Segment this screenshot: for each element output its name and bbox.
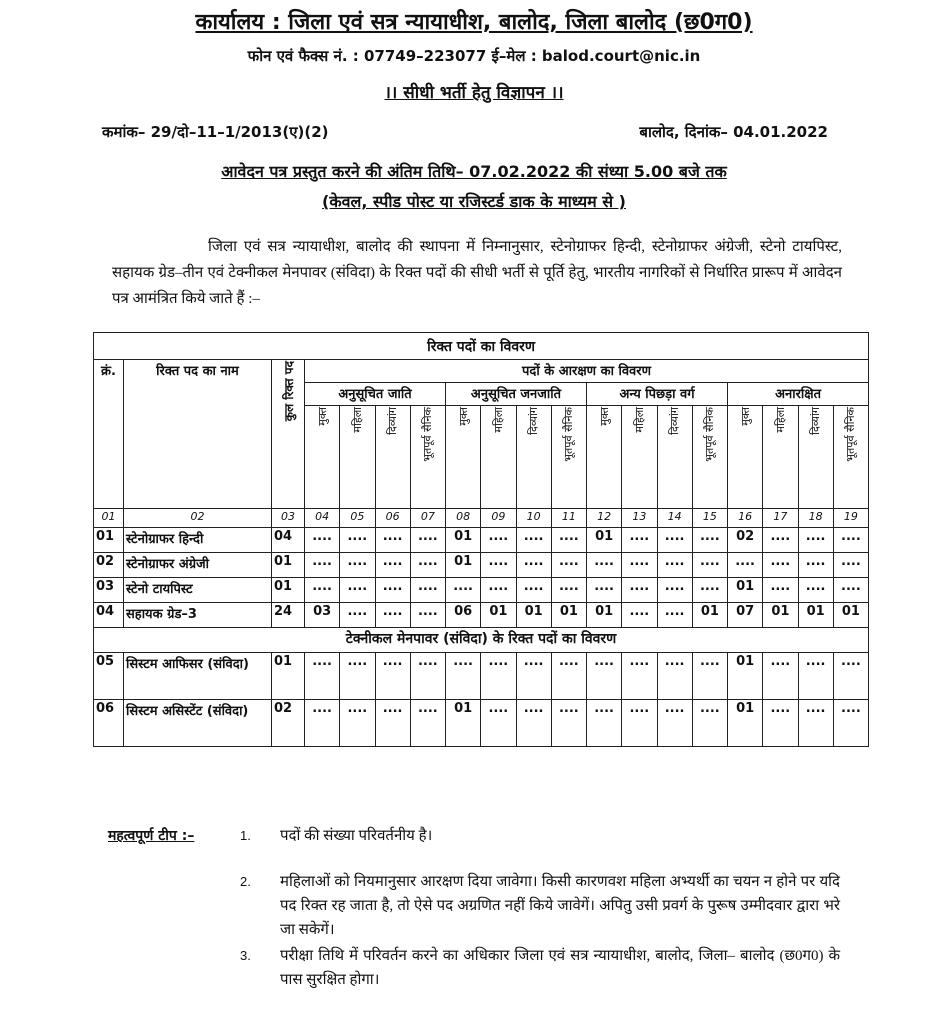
- issue-date: बालोद, दिनांक– 04.01.2022: [639, 123, 828, 141]
- row-cell: ....: [551, 700, 586, 747]
- sub-column-header: [833, 406, 868, 509]
- reservation-group-header: अन्य पिछड़ा वर्ग: [587, 383, 728, 406]
- row-cell: ....: [692, 528, 727, 553]
- row-cell: ....: [340, 653, 375, 700]
- row-cell: 01: [728, 578, 763, 603]
- row-sno: 03: [94, 578, 124, 603]
- row-cell: ....: [446, 653, 481, 700]
- sub-column-label: मुक्त: [456, 407, 470, 426]
- row-cell: 07: [728, 603, 763, 628]
- table-row: [94, 603, 869, 628]
- row-cell: 01: [446, 528, 481, 553]
- column-number: 08: [446, 509, 481, 528]
- row-cell: 02: [728, 528, 763, 553]
- row-cell: ....: [692, 700, 727, 747]
- row-cell: 01: [798, 603, 833, 628]
- column-number: 15: [692, 509, 727, 528]
- sub-column-label: मुक्त: [315, 407, 329, 426]
- sub-column-label: दिव्यांग: [386, 407, 400, 435]
- submission-mode: (केवल, स्पीड पोस्ट या रजिस्टर्ड डाक के माध्यम से ): [322, 192, 626, 211]
- row-post-name: सिस्टम आफिसर (संविदा): [124, 653, 272, 700]
- sub-column-header: [446, 406, 481, 509]
- row-post-name: स्टेनोग्राफर हिन्दी: [124, 528, 272, 553]
- row-cell: ....: [657, 653, 692, 700]
- row-cell: ....: [305, 528, 340, 553]
- row-cell: ....: [516, 528, 551, 553]
- contact-line: फोन एवं फैक्स नं. : 07749–223077 ई–मेल : balod.court@nic.in: [247, 47, 701, 65]
- row-sno: 04: [94, 603, 124, 628]
- row-cell: ....: [305, 700, 340, 747]
- row-post-name: स्टेनोग्राफर अंग्रेजी: [124, 553, 272, 578]
- ad-title: ।। सीधी भर्ती हेतु विज्ञापन ।।: [384, 83, 564, 103]
- col-name-header: रिक्त पद का नाम: [124, 360, 272, 509]
- note-item: [240, 824, 840, 848]
- sub-column-label: मुक्त: [738, 407, 752, 426]
- row-cell: ....: [763, 553, 798, 578]
- row-cell: ....: [692, 653, 727, 700]
- row-cell: ....: [305, 553, 340, 578]
- row-cell: 01: [516, 603, 551, 628]
- row-cell: ....: [833, 553, 868, 578]
- note-number: 2.: [240, 874, 251, 889]
- row-cell: ....: [516, 653, 551, 700]
- note-text: परीक्षा तिथि में परिवर्तन करने का अधिकार जिला एवं सत्र न्यायाधीश, बालोद, जिला– बालोद (छ0ग0) के पास सुरक्षित होगा।: [280, 948, 840, 988]
- row-cell: ....: [833, 700, 868, 747]
- column-number: 16: [728, 509, 763, 528]
- sub-column-label: भूतपूर्व सैनिक: [844, 407, 858, 462]
- sub-column-header: [375, 406, 410, 509]
- column-number: 14: [657, 509, 692, 528]
- sub-column-label: महिला: [632, 407, 646, 433]
- row-cell: ....: [340, 700, 375, 747]
- row-cell: ....: [622, 653, 657, 700]
- row-cell: ....: [481, 653, 516, 700]
- row-cell: 03: [305, 603, 340, 628]
- table-row: [94, 578, 869, 603]
- col-total-header: कुल रिक्त पद: [272, 360, 305, 509]
- sub-column-header: [551, 406, 586, 509]
- row-cell: ....: [375, 553, 410, 578]
- row-cell: 01: [446, 700, 481, 747]
- column-number: 03: [272, 509, 305, 528]
- intro-paragraph: जिला एवं सत्र न्यायाधीश, बालोद की स्थापना में निम्नानुसार, स्टेनोग्राफर हिन्दी, स्टेनोग्राफर अंग्रेजी, स्टेनो टायपिस्ट, सहायक ग्रेड–तीन एवं टेक्नीकल मेनपावर (संविदा) के रिक्त पदों की सीधी भर्ती से पूर्ति हेतु, भारतीय नागरिकों से निर्धारित प्रारूप में आवेदन पत्र आमंत्रित किये जाते हैं :–: [112, 239, 842, 307]
- row-cell: ....: [798, 553, 833, 578]
- table-row: [94, 653, 869, 700]
- row-cell: ....: [516, 553, 551, 578]
- sub-column-header: [410, 406, 445, 509]
- row-cell: ....: [692, 578, 727, 603]
- row-cell: ....: [305, 578, 340, 603]
- row-total: 01: [272, 553, 305, 578]
- row-cell: ....: [340, 578, 375, 603]
- column-number: 07: [410, 509, 445, 528]
- deadline-line: आवेदन पत्र प्रस्तुत करने की अंतिम तिथि– 07.02.2022 की संध्या 5.00 बजे तक: [221, 162, 727, 181]
- reservation-group-header: अनारक्षित: [728, 383, 869, 406]
- reference-number: कमांक– 29/दो–11–1/2013(ए)(2): [102, 123, 329, 141]
- table-title: रिक्त पदों का विवरण: [94, 333, 869, 360]
- row-cell: ....: [833, 528, 868, 553]
- row-cell: ....: [728, 553, 763, 578]
- sub-column-label: भूतपूर्व सैनिक: [703, 407, 717, 462]
- note-text: पदों की संख्या परिवर्तनीय है।: [280, 828, 433, 844]
- row-cell: ....: [798, 578, 833, 603]
- row-cell: ....: [657, 603, 692, 628]
- row-cell: ....: [340, 553, 375, 578]
- row-cell: 06: [446, 603, 481, 628]
- row-cell: ....: [446, 578, 481, 603]
- note-item: [240, 944, 840, 992]
- notes-label: महत्वपूर्ण टीप :–: [108, 828, 195, 844]
- sub-column-header: [657, 406, 692, 509]
- row-post-name: सहायक ग्रेड–3: [124, 603, 272, 628]
- column-number: 11: [551, 509, 586, 528]
- row-cell: 01: [481, 603, 516, 628]
- sub-column-header: [692, 406, 727, 509]
- row-cell: ....: [551, 653, 586, 700]
- sub-column-header: [798, 406, 833, 509]
- row-cell: ....: [375, 603, 410, 628]
- table-row: [94, 528, 869, 553]
- section2-title: टेक्नीकल मेनपावर (संविदा) के रिक्त पदों का विवरण: [94, 628, 869, 653]
- row-cell: ....: [622, 528, 657, 553]
- row-cell: ....: [657, 700, 692, 747]
- sub-column-header: [516, 406, 551, 509]
- note-text: महिलाओं को नियमानुसार आरक्षण दिया जावेगा। किसी कारणवश महिला अभ्यर्थी का चयन न होने पर यदि पद रिक्त रह जाता है, तो ऐसे पद अग्रणित नहीं किये जावेगें। अपितु उसी प्रवर्ग के पुरूष उम्मीदवार द्वारा भरे जा सकेगें।: [280, 874, 840, 938]
- sub-column-label: दिव्यांग: [668, 407, 682, 435]
- column-number: 19: [833, 509, 868, 528]
- row-cell: ....: [375, 700, 410, 747]
- vacancy-table: [93, 332, 869, 747]
- row-cell: ....: [551, 528, 586, 553]
- row-cell: ....: [763, 653, 798, 700]
- row-cell: ....: [375, 653, 410, 700]
- note-number: 1.: [240, 828, 251, 843]
- reservation-group-header: अनुसूचित जनजाति: [446, 383, 587, 406]
- column-number: 06: [375, 509, 410, 528]
- column-number: 10: [516, 509, 551, 528]
- row-cell: ....: [410, 528, 445, 553]
- row-total: 01: [272, 578, 305, 603]
- sub-column-label: मुक्त: [597, 407, 611, 426]
- sub-column-header: [622, 406, 657, 509]
- row-cell: 01: [833, 603, 868, 628]
- row-cell: ....: [833, 578, 868, 603]
- reservation-group-header: अनुसूचित जाति: [305, 383, 446, 406]
- row-sno: 05: [94, 653, 124, 700]
- row-cell: ....: [798, 700, 833, 747]
- row-sno: 02: [94, 553, 124, 578]
- column-number: 18: [798, 509, 833, 528]
- row-cell: ....: [763, 578, 798, 603]
- row-cell: ....: [587, 700, 622, 747]
- sub-column-header: [587, 406, 622, 509]
- row-cell: ....: [410, 553, 445, 578]
- column-number: 05: [340, 509, 375, 528]
- row-cell: ....: [481, 553, 516, 578]
- sub-column-label: भूतपूर्व सैनिक: [562, 407, 576, 462]
- row-cell: ....: [657, 528, 692, 553]
- row-cell: ....: [657, 578, 692, 603]
- row-total: 24: [272, 603, 305, 628]
- sub-column-header: [763, 406, 798, 509]
- sub-column-header: [305, 406, 340, 509]
- column-number: 13: [622, 509, 657, 528]
- row-cell: ....: [833, 653, 868, 700]
- sub-column-header: [481, 406, 516, 509]
- row-cell: ....: [516, 700, 551, 747]
- row-cell: ....: [305, 653, 340, 700]
- col-sno-header: क्रं.: [94, 360, 124, 509]
- row-total: 04: [272, 528, 305, 553]
- row-cell: ....: [551, 553, 586, 578]
- row-cell: ....: [587, 578, 622, 603]
- row-cell: ....: [516, 578, 551, 603]
- row-cell: 01: [587, 603, 622, 628]
- row-cell: ....: [410, 578, 445, 603]
- sub-column-label: महिला: [350, 407, 364, 433]
- column-number: 02: [124, 509, 272, 528]
- column-number: 01: [94, 509, 124, 528]
- row-cell: ....: [798, 653, 833, 700]
- row-cell: ....: [340, 603, 375, 628]
- column-number: 12: [587, 509, 622, 528]
- table-row: [94, 700, 869, 747]
- row-cell: ....: [763, 700, 798, 747]
- row-cell: ....: [551, 578, 586, 603]
- row-cell: ....: [375, 578, 410, 603]
- row-cell: ....: [763, 528, 798, 553]
- column-number: 09: [481, 509, 516, 528]
- row-sno: 01: [94, 528, 124, 553]
- row-total: 02: [272, 700, 305, 747]
- row-sno: 06: [94, 700, 124, 747]
- sub-column-label: दिव्यांग: [809, 407, 823, 435]
- row-cell: 01: [728, 653, 763, 700]
- table-row: [94, 553, 869, 578]
- column-number: 17: [763, 509, 798, 528]
- row-cell: ....: [622, 603, 657, 628]
- note-item: [240, 870, 840, 942]
- row-cell: ....: [622, 700, 657, 747]
- sub-column-header: [728, 406, 763, 509]
- column-number: 04: [305, 509, 340, 528]
- row-cell: ....: [375, 528, 410, 553]
- office-heading: कार्यालय : जिला एवं सत्र न्यायाधीश, बालोद, जिला बालोद (छ0ग0): [195, 10, 753, 35]
- row-cell: ....: [587, 653, 622, 700]
- row-cell: 01: [763, 603, 798, 628]
- row-post-name: सिस्टम असिस्टेंट (संविदा): [124, 700, 272, 747]
- row-cell: ....: [587, 553, 622, 578]
- reservation-header: पदों के आरक्षण का विवरण: [305, 360, 869, 383]
- row-post-name: स्टेनो टायपिस्ट: [124, 578, 272, 603]
- row-cell: ....: [798, 528, 833, 553]
- row-cell: 01: [551, 603, 586, 628]
- row-cell: ....: [622, 553, 657, 578]
- row-cell: ....: [657, 553, 692, 578]
- row-cell: ....: [481, 700, 516, 747]
- row-cell: ....: [481, 578, 516, 603]
- row-total: 01: [272, 653, 305, 700]
- sub-column-label: दिव्यांग: [527, 407, 541, 435]
- row-cell: ....: [340, 528, 375, 553]
- row-cell: ....: [622, 578, 657, 603]
- row-cell: 01: [587, 528, 622, 553]
- row-cell: ....: [481, 528, 516, 553]
- sub-column-header: [340, 406, 375, 509]
- row-cell: ....: [410, 653, 445, 700]
- row-cell: 01: [446, 553, 481, 578]
- row-cell: 01: [728, 700, 763, 747]
- row-cell: ....: [692, 553, 727, 578]
- sub-column-label: महिला: [491, 407, 505, 433]
- row-cell: ....: [410, 603, 445, 628]
- sub-column-label: भूतपूर्व सैनिक: [421, 407, 435, 462]
- note-number: 3.: [240, 948, 251, 963]
- sub-column-label: महिला: [773, 407, 787, 433]
- row-cell: ....: [410, 700, 445, 747]
- row-cell: 01: [692, 603, 727, 628]
